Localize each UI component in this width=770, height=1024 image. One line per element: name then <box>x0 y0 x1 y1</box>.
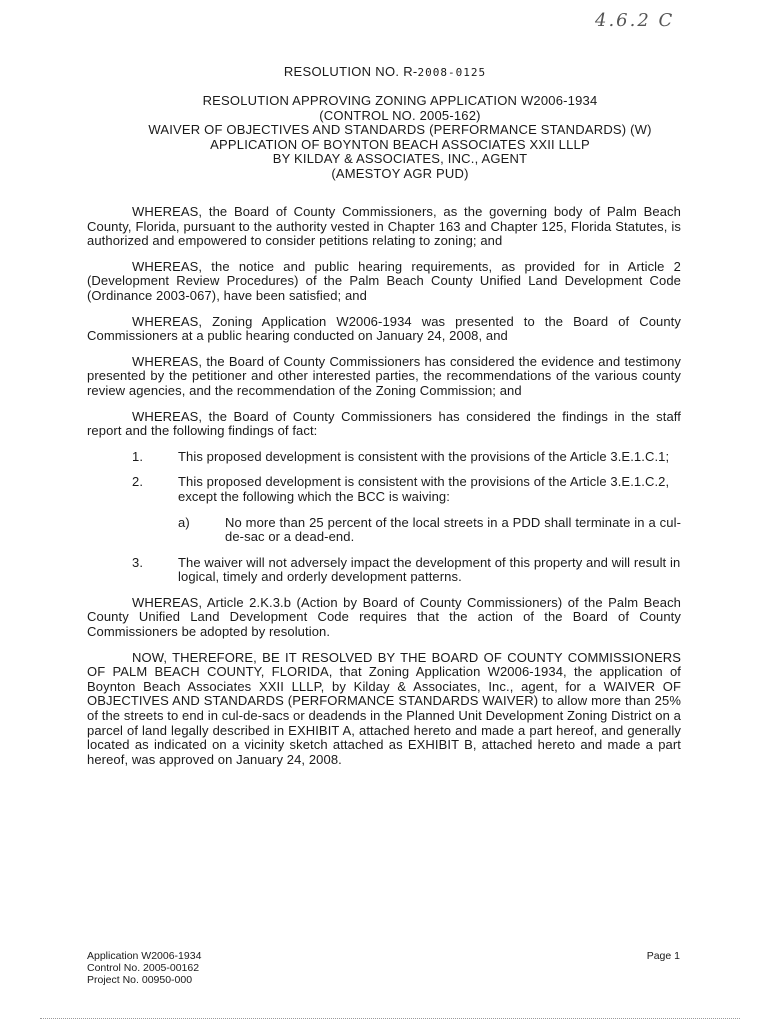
title-line: BY KILDAY & ASSOCIATES, INC., AGENT <box>272 151 528 167</box>
finding-text: The waiver will not adversely impact the development of this property and will result in logical, timely and orderly development patterns. <box>178 554 681 585</box>
resolved-paragraph: NOW, THEREFORE, BE IT RESOLVED BY THE BOARD OF COUNTY COMMISSIONERS OF PALM BEACH COUNTY, FLORIDA, that Zoning Application W2006-1934, the application of Boynton Beach Associates XXII LLLP, by Kilday & Associates, Inc., agent, for a WAIVER OF OBJECTIVES AND STANDARDS (PERFORMANCE STANDARDS WAIVER) to allow more than 25% of the streets to end in cul-de-sacs or deadends in the Planned Unit Development Zoning District on a parcel of land legally described in EXHIBIT A, attached hereto and made a part hereof, and generally located as indicated on a vicinity sketch attached as EXHIBIT B, attached hereto and made a part hereof, was approved on January 24, 2008. <box>87 649 681 767</box>
whereas-paragraph: WHEREAS, the notice and public hearing requirements, as provided for in Article 2 (Development Review Procedures) of the Palm Beach County Unified Land Development Code (Ordinance 2003-067), have been satisfied; and <box>87 258 681 303</box>
handwritten-annotation: 4.6.2 C <box>595 10 675 31</box>
finding-item <box>87 556 681 585</box>
finding-text: This proposed development is consistent with the provisions of the Article 3.E.1.C.1; <box>178 448 670 464</box>
page-number: Page 1 <box>646 950 680 962</box>
whereas-paragraph: WHEREAS, the Board of County Commissioners, as the governing body of Palm Beach County, Florida, pursuant to the authority vested in Chapter 163 and Chapter 125, Florida Statutes, is authorized and empowered to consider petitions relating to zoning; and <box>87 204 681 249</box>
resolution-label: RESOLUTION NO. R- <box>283 64 418 79</box>
finding-subitem <box>87 516 681 545</box>
finding-text: This proposed development is consistent with the provisions of the Article 3.E.1.C.2, except the following which the BCC is waiving: <box>178 474 670 504</box>
finding-item <box>87 450 681 465</box>
resolution-number-line <box>0 64 770 79</box>
finding-number: a) <box>178 514 190 530</box>
scan-artifact-divider <box>40 1018 740 1020</box>
finding-text: No more than 25 percent of the local streets in a PDD shall terminate in a cul-de-sac or a dead-end. <box>225 514 681 545</box>
whereas-paragraph: WHEREAS, Zoning Application W2006-1934 was presented to the Board of County Commissioners at a public hearing conducted on January 24, 2008, and <box>87 313 681 344</box>
footer-control: Control No. 2005-00162 <box>87 962 200 974</box>
footer-project: Project No. 00950-000 <box>87 974 193 986</box>
resolution-number: 2008-0125 <box>417 66 487 79</box>
title-line: APPLICATION OF BOYNTON BEACH ASSOCIATES XXII LLLP <box>210 136 590 152</box>
title-line: WAIVER OF OBJECTIVES AND STANDARDS (PERFORMANCE STANDARDS) (W) <box>148 122 652 138</box>
finding-number: 1. <box>132 448 144 464</box>
footer-identifiers <box>87 950 201 986</box>
resolution-body <box>87 205 681 778</box>
whereas-paragraph: WHEREAS, Article 2.K.3.b (Action by Board of County Commissioners) of the Palm Beach County Unified Land Development Code requires that the action of the Board of County Commissioners be adopted by resolution. <box>87 594 681 640</box>
title-line: (CONTROL NO. 2005-162) <box>319 107 481 123</box>
whereas-paragraph: WHEREAS, the Board of County Commissioners has considered the evidence and testimony presented by the petitioner and other interested parties, the recommendations of the various county review agencies, and the recommendation of the Zoning Commission; and <box>87 353 681 398</box>
finding-number: 2. <box>132 474 144 490</box>
title-line: (AMESTOY AGR PUD) <box>331 165 469 181</box>
title-line: RESOLUTION APPROVING ZONING APPLICATION W2006-1934 <box>202 93 598 108</box>
whereas-paragraph: WHEREAS, the Board of County Commissioners has considered the findings in the staff report and the following findings of fact: <box>87 408 681 439</box>
finding-number: 3. <box>132 554 144 570</box>
finding-item <box>87 475 681 504</box>
footer-application: Application W2006-1934 <box>87 950 202 962</box>
resolution-title <box>60 94 740 182</box>
